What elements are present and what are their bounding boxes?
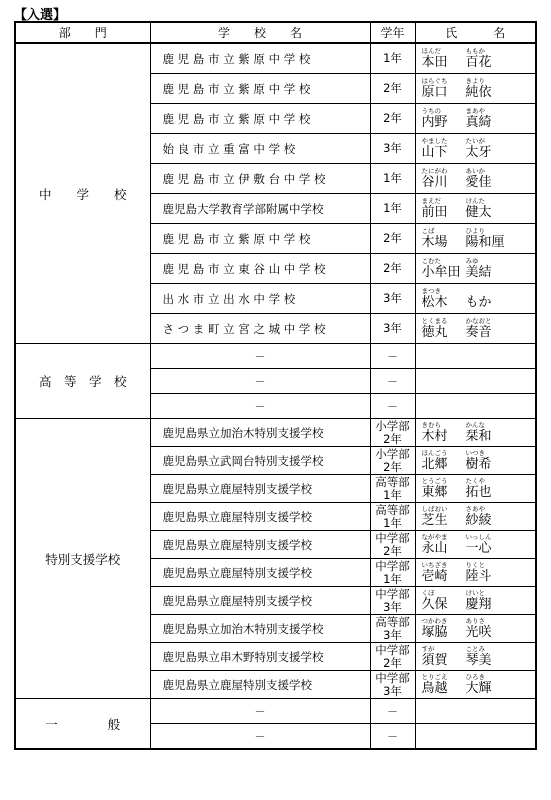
given-name: 愛佳 (465, 175, 492, 190)
name-ruby (422, 589, 536, 597)
student-name-cell (415, 134, 536, 164)
name-ruby (422, 645, 536, 653)
name-block (422, 104, 536, 133)
header-row (15, 22, 536, 43)
ruby-family: やました (421, 137, 448, 145)
ruby-given: かなおと (465, 317, 492, 325)
ruby-given: けいと (465, 589, 485, 597)
ruby-given: りくと (465, 561, 485, 569)
given-name: 大輝 (465, 681, 492, 696)
table-row (15, 419, 536, 447)
grade-year: 3年 (383, 683, 402, 698)
empty-name (415, 724, 536, 750)
name-ruby (422, 561, 536, 569)
given-name: 慶翔 (465, 597, 492, 612)
name-block (422, 587, 536, 614)
student-name-cell (415, 284, 536, 314)
name-block (422, 531, 536, 558)
student-name-cell (415, 447, 536, 475)
family-name: 木村 (421, 429, 448, 444)
ruby-family: うちの (421, 107, 441, 115)
ruby-given: ことみ (465, 645, 485, 653)
name-block (422, 314, 536, 343)
section-special-support: 特別支援学校 (15, 419, 150, 699)
grade-year: 2年 (383, 431, 402, 446)
school-name: 鹿児島県立鹿屋特別支援学校 (150, 503, 370, 531)
grade-cell (370, 475, 415, 503)
family-name: 塚脇 (421, 625, 448, 640)
ruby-family: とくまる (421, 317, 448, 325)
grade-cell: 3年 (370, 314, 415, 344)
header-dept: 部 門 (15, 22, 150, 43)
given-name: 樹希 (465, 457, 492, 472)
name-ruby (422, 227, 536, 235)
grade-cell: 3年 (370, 134, 415, 164)
name-ruby (422, 137, 536, 145)
student-name-cell (415, 587, 536, 615)
name-ruby (422, 167, 536, 175)
grade-division: 中学部 (375, 530, 410, 545)
family-name: 内野 (421, 115, 448, 130)
student-name-cell (415, 475, 536, 503)
ruby-family: いちざき (421, 561, 448, 569)
school-name: 鹿児島県立鹿屋特別支援学校 (150, 531, 370, 559)
family-name: 山下 (421, 145, 448, 160)
header-grade: 学年 (370, 22, 415, 43)
name-ruby (422, 421, 536, 429)
given-name: 琴美 (465, 653, 492, 668)
name-kanji (422, 513, 536, 528)
family-name: 芝生 (421, 513, 448, 528)
ruby-given: いつき (465, 449, 485, 457)
ruby-family: つかわき (421, 617, 448, 625)
empty-school: － (150, 699, 370, 724)
empty-school: － (150, 394, 370, 419)
name-kanji (422, 145, 536, 160)
name-block (422, 419, 536, 446)
grade-cell (370, 503, 415, 531)
table-row (15, 43, 536, 74)
grade-cell (370, 587, 415, 615)
grade-cell: 2年 (370, 74, 415, 104)
name-kanji (422, 175, 536, 190)
grade-year: 3年 (383, 599, 402, 614)
school-name: 鹿児島県立鹿屋特別支援学校 (150, 559, 370, 587)
name-ruby (422, 505, 536, 513)
name-kanji (422, 569, 536, 584)
grade-division: 高等部 (375, 502, 410, 517)
ruby-family: まえだ (421, 197, 441, 205)
empty-grade: － (370, 724, 415, 750)
given-name: 光咲 (465, 625, 492, 640)
section-junior-high: 中 学 校 (15, 43, 150, 344)
ruby-given: まあや (465, 107, 485, 115)
grade-year: 2年 (383, 459, 402, 474)
section-title: 【入選】 (14, 8, 67, 23)
student-name-cell (415, 559, 536, 587)
name-block (422, 503, 536, 530)
given-name: 陽和厘 (465, 235, 505, 250)
ruby-given: ありさ (465, 617, 485, 625)
family-name: 久保 (421, 597, 448, 612)
empty-grade: － (370, 344, 415, 369)
name-kanji (422, 541, 536, 556)
grade-cell (370, 419, 415, 447)
empty-grade: － (370, 394, 415, 419)
header-name: 氏 名 (415, 22, 536, 43)
ruby-family: はらぐち (421, 77, 448, 85)
name-kanji (422, 295, 536, 310)
grade-cell: 1年 (370, 43, 415, 74)
given-name: 栞和 (465, 429, 492, 444)
family-name: 松木 (421, 295, 448, 310)
given-name: 一心 (465, 541, 492, 556)
grade-cell (370, 671, 415, 699)
family-name: 木場 (421, 235, 448, 250)
grade-cell (370, 531, 415, 559)
name-kanji (422, 625, 536, 640)
name-kanji (422, 653, 536, 668)
grade-cell: 2年 (370, 254, 415, 284)
given-name: 美結 (465, 265, 492, 280)
ruby-family: きむら (421, 421, 441, 429)
grade-division: 中学部 (375, 586, 410, 601)
school-name: 鹿児島県立鹿屋特別支援学校 (150, 475, 370, 503)
ruby-family: とうごう (421, 477, 448, 485)
ruby-given: たくや (465, 477, 485, 485)
grade-cell: 3年 (370, 284, 415, 314)
given-name: もか (465, 295, 492, 310)
name-block (422, 475, 536, 502)
grade-year: 1年 (383, 487, 402, 502)
school-name: 出 水 市 立 出 水 中 学 校 (150, 284, 370, 314)
name-ruby (422, 477, 536, 485)
student-name-cell (415, 104, 536, 134)
name-kanji (422, 235, 536, 250)
name-kanji (422, 485, 536, 500)
name-ruby (422, 449, 536, 457)
grade-year: 1年 (383, 571, 402, 586)
school-name: 鹿児島大学教育学部附属中学校 (150, 194, 370, 224)
ruby-family: しばおい (421, 505, 448, 513)
ruby-given: けんた (465, 197, 485, 205)
table-row (15, 699, 536, 724)
given-name: 紗綾 (465, 513, 492, 528)
student-name-cell (415, 531, 536, 559)
ruby-given: いっしん (465, 533, 492, 541)
name-ruby (422, 287, 536, 295)
school-name: さ つ ま 町 立 宮 之 城 中 学 校 (150, 314, 370, 344)
name-block (422, 224, 536, 253)
name-block (422, 164, 536, 193)
ruby-family: ほんごう (421, 449, 448, 457)
student-name-cell (415, 643, 536, 671)
name-kanji (422, 85, 536, 100)
family-name: 壱崎 (421, 569, 448, 584)
family-name: 須賀 (421, 653, 448, 668)
school-name: 鹿児島県立鹿屋特別支援学校 (150, 671, 370, 699)
student-name-cell (415, 164, 536, 194)
empty-grade: － (370, 699, 415, 724)
student-name-cell (415, 254, 536, 284)
ruby-family: ほんだ (421, 47, 441, 55)
student-name-cell (415, 615, 536, 643)
name-kanji (422, 429, 536, 444)
school-name: 始 良 市 立 重 富 中 学 校 (150, 134, 370, 164)
given-name: 真綺 (465, 115, 492, 130)
empty-grade: － (370, 369, 415, 394)
family-name: 谷川 (421, 175, 448, 190)
name-kanji (422, 597, 536, 612)
grade-division: 小学部 (375, 418, 410, 433)
name-block (422, 194, 536, 223)
school-name: 鹿 児 島 市 立 伊 敷 台 中 学 校 (150, 164, 370, 194)
school-name: 鹿児島県立鹿屋特別支援学校 (150, 587, 370, 615)
name-ruby (422, 257, 536, 265)
name-kanji (422, 265, 536, 280)
given-name: 純依 (465, 85, 492, 100)
ruby-family: くぼ (421, 589, 435, 597)
ruby-family: こむた (421, 257, 441, 265)
student-name-cell (415, 419, 536, 447)
name-ruby (422, 47, 536, 55)
name-block (422, 254, 536, 283)
family-name: 徳丸 (421, 325, 448, 340)
name-block (422, 44, 536, 73)
name-block (422, 284, 536, 313)
school-name: 鹿児島県立串木野特別支援学校 (150, 643, 370, 671)
name-ruby (422, 673, 536, 681)
name-block (422, 559, 536, 586)
empty-school: － (150, 344, 370, 369)
ruby-given: さあや (465, 505, 485, 513)
ruby-family: すが (421, 645, 435, 653)
ruby-family: ながやま (421, 533, 448, 541)
grade-cell (370, 559, 415, 587)
empty-name (415, 369, 536, 394)
table-row (15, 344, 536, 369)
ruby-given: あいか (465, 167, 485, 175)
name-block (422, 134, 536, 163)
student-name-cell (415, 503, 536, 531)
family-name: 原口 (421, 85, 448, 100)
ruby-given: きより (465, 77, 485, 85)
grade-cell: 1年 (370, 194, 415, 224)
grade-year: 2年 (383, 543, 402, 558)
grade-cell: 1年 (370, 164, 415, 194)
family-name: 永山 (421, 541, 448, 556)
award-table (14, 21, 537, 750)
empty-name (415, 699, 536, 724)
name-ruby (422, 77, 536, 85)
ruby-given: かんな (465, 421, 485, 429)
name-ruby (422, 533, 536, 541)
name-ruby (422, 107, 536, 115)
section-high-school: 高 等 学 校 (15, 344, 150, 419)
name-block (422, 643, 536, 670)
empty-name (415, 344, 536, 369)
ruby-family: まつき (421, 287, 441, 295)
family-name: 小牟田 (421, 265, 461, 280)
ruby-given: たいが (465, 137, 485, 145)
grade-year: 2年 (383, 655, 402, 670)
name-block (422, 615, 536, 642)
name-kanji (422, 681, 536, 696)
grade-division: 小学部 (375, 446, 410, 461)
given-name: 拓也 (465, 485, 492, 500)
given-name: 百花 (465, 55, 492, 70)
given-name: 健太 (465, 205, 492, 220)
student-name-cell (415, 194, 536, 224)
family-name: 本田 (421, 55, 448, 70)
school-name: 鹿 児 島 市 立 紫 原 中 学 校 (150, 43, 370, 74)
grade-cell (370, 447, 415, 475)
ruby-given: ひろき (465, 673, 485, 681)
family-name: 東郷 (421, 485, 448, 500)
given-name: 奏音 (465, 325, 492, 340)
section-general: 一 般 (15, 699, 150, 750)
student-name-cell (415, 314, 536, 344)
given-name: 陸斗 (465, 569, 492, 584)
name-block (422, 74, 536, 103)
name-kanji (422, 325, 536, 340)
ruby-family: こば (421, 227, 435, 235)
ruby-given: ももか (465, 47, 485, 55)
grade-cell: 2年 (370, 104, 415, 134)
header-school: 学 校 名 (150, 22, 370, 43)
name-ruby (422, 197, 536, 205)
grade-cell (370, 615, 415, 643)
ruby-given: みゆ (465, 257, 479, 265)
family-name: 前田 (421, 205, 448, 220)
name-block (422, 447, 536, 474)
student-name-cell (415, 671, 536, 699)
empty-school: － (150, 724, 370, 750)
grade-year: 1年 (383, 515, 402, 530)
school-name: 鹿児島県立武岡台特別支援学校 (150, 447, 370, 475)
grade-division: 中学部 (375, 558, 410, 573)
name-kanji (422, 115, 536, 130)
ruby-family: とりごえ (421, 673, 448, 681)
school-name: 鹿 児 島 市 立 紫 原 中 学 校 (150, 74, 370, 104)
empty-school: － (150, 369, 370, 394)
name-ruby (422, 317, 536, 325)
name-kanji (422, 205, 536, 220)
ruby-given: ひより (465, 227, 485, 235)
school-name: 鹿 児 島 市 立 紫 原 中 学 校 (150, 104, 370, 134)
name-ruby (422, 617, 536, 625)
grade-cell (370, 643, 415, 671)
grade-division: 高等部 (375, 614, 410, 629)
grade-division: 中学部 (375, 642, 410, 657)
name-block (422, 671, 536, 698)
given-name: 太牙 (465, 145, 492, 160)
name-kanji (422, 457, 536, 472)
ruby-family: たにがわ (421, 167, 448, 175)
school-name: 鹿 児 島 市 立 紫 原 中 学 校 (150, 224, 370, 254)
family-name: 鳥越 (421, 681, 448, 696)
empty-name (415, 394, 536, 419)
name-kanji (422, 55, 536, 70)
school-name: 鹿児島県立加治木特別支援学校 (150, 615, 370, 643)
grade-division: 高等部 (375, 474, 410, 489)
grade-year: 3年 (383, 627, 402, 642)
grade-cell: 2年 (370, 224, 415, 254)
student-name-cell (415, 224, 536, 254)
student-name-cell (415, 43, 536, 74)
school-name: 鹿児島県立加治木特別支援学校 (150, 419, 370, 447)
student-name-cell (415, 74, 536, 104)
grade-division: 中学部 (375, 670, 410, 685)
family-name: 北郷 (421, 457, 448, 472)
school-name: 鹿 児 島 市 立 東 谷 山 中 学 校 (150, 254, 370, 284)
